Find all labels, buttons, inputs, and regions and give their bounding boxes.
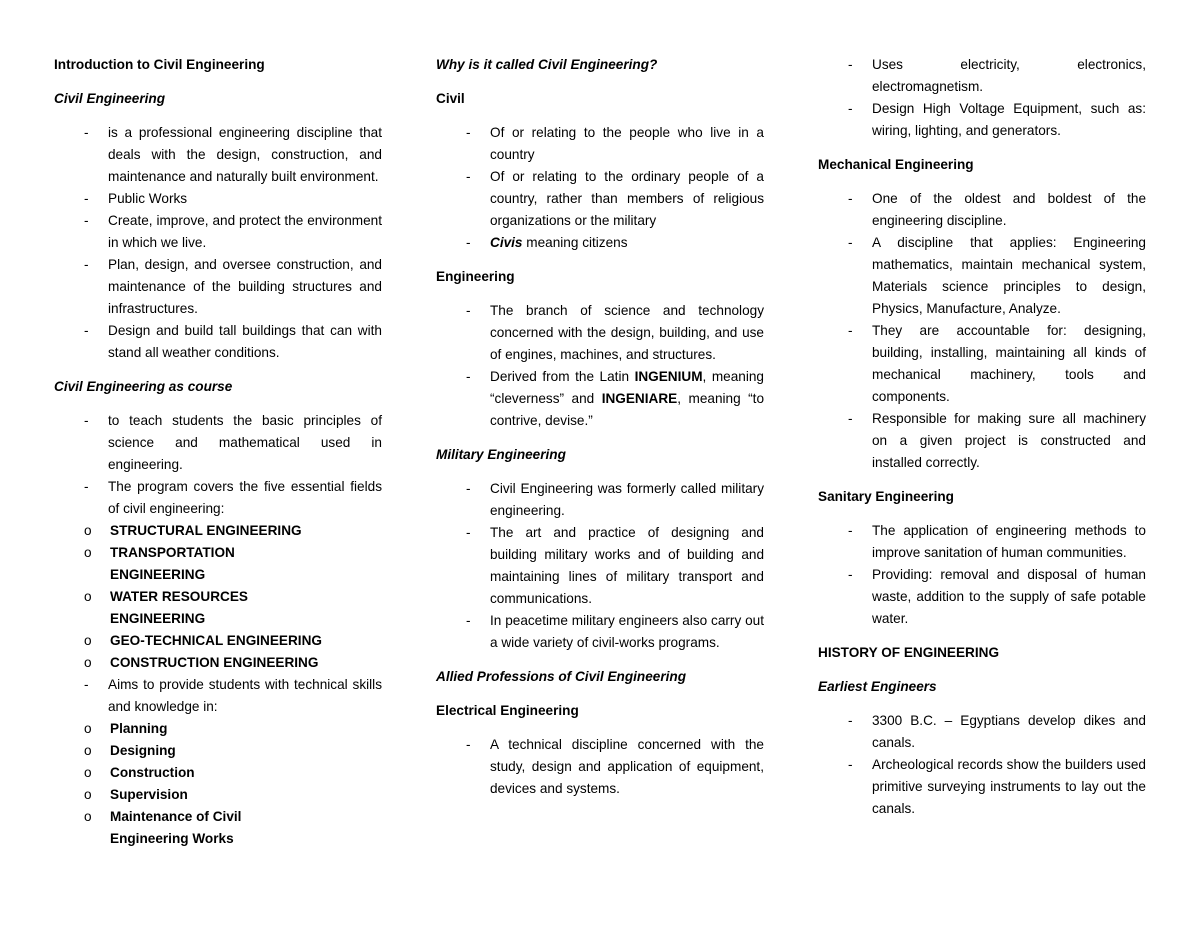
list-item bbox=[436, 366, 764, 432]
section-heading-electrical: Electrical Engineering bbox=[436, 703, 579, 718]
latin-term-ingenium: INGENIUM bbox=[634, 369, 703, 384]
list-item: - Civil Engineering was formerly called military engineering. bbox=[436, 478, 764, 522]
section-heading-why: Why is it called Civil Engineering? bbox=[436, 57, 658, 72]
civis-term: Civis bbox=[490, 235, 523, 250]
civil-list bbox=[436, 122, 764, 254]
column-middle bbox=[436, 54, 764, 812]
sublist-item: o Designing bbox=[54, 740, 382, 762]
section-heading-allied: Allied Professions of Civil Engineering bbox=[436, 669, 687, 684]
military-list bbox=[436, 478, 764, 654]
list-item: - Responsible for making sure all machinery on a given project is constructed and installed correctly. bbox=[818, 408, 1146, 474]
section-heading-engineering: Engineering bbox=[436, 269, 515, 284]
sublist-item: o WATER RESOURCES ENGINEERING bbox=[54, 586, 382, 630]
section-heading-earliest: Earliest Engineers bbox=[818, 679, 937, 694]
course-list bbox=[54, 410, 382, 850]
list-item: - Design and build tall buildings that can with stand all weather conditions. bbox=[54, 320, 382, 364]
list-item: - 3300 B.C. – Egyptians develop dikes and canals. bbox=[818, 710, 1146, 754]
list-item: - Archeological records show the builders used primitive surveying instruments to lay out the canals. bbox=[818, 754, 1146, 820]
column-left bbox=[54, 54, 382, 862]
list-item: - Public Works bbox=[54, 188, 382, 210]
section-heading-history: HISTORY OF ENGINEERING bbox=[818, 645, 1000, 660]
list-item: - The branch of science and technology concerned with the design, building, and use of engines, machines, and structures. bbox=[436, 300, 764, 366]
section-heading-civil: Civil bbox=[436, 91, 465, 106]
list-item bbox=[436, 232, 764, 254]
etymology-text: , meaning “to contrive, devise.” bbox=[490, 391, 765, 428]
list-item: - to teach students the basic principles of science and mathematical used in engineering. bbox=[54, 410, 382, 476]
civil-engineering-list bbox=[54, 122, 382, 364]
latin-term-ingeniare: INGENIARE bbox=[601, 391, 678, 406]
list-item: - Of or relating to the people who live in a country bbox=[436, 122, 764, 166]
list-item: - In peacetime military engineers also carry out a wide variety of civil-works programs. bbox=[436, 610, 764, 654]
list-item: - Of or relating to the ordinary people of a country, rather than members of religious organizations or the military bbox=[436, 166, 764, 232]
list-item: - Uses electricity, electronics, electromagnetism. bbox=[818, 54, 1146, 98]
list-item bbox=[54, 674, 382, 850]
section-heading-sanitary: Sanitary Engineering bbox=[818, 489, 954, 504]
civis-definition: meaning citizens bbox=[522, 235, 628, 250]
mechanical-list bbox=[818, 188, 1146, 474]
sublist-item: o CONSTRUCTION ENGINEERING bbox=[54, 652, 382, 674]
list-item-text: Aims to provide students with technical skills and knowledge in: bbox=[108, 677, 382, 714]
section-heading-military: Military Engineering bbox=[436, 447, 566, 462]
section-heading-civil-engineering: Civil Engineering bbox=[54, 91, 166, 106]
section-heading-course: Civil Engineering as course bbox=[54, 379, 233, 394]
list-item: - is a professional engineering discipline that deals with the design, construction, and maintenance and naturally built environment. bbox=[54, 122, 382, 188]
earliest-list bbox=[818, 710, 1146, 820]
sublist-item: o Planning bbox=[54, 718, 382, 740]
sublist-item: o Supervision bbox=[54, 784, 382, 806]
list-item: - A technical discipline concerned with the study, design and application of equipment, devices and systems. bbox=[436, 734, 764, 800]
section-heading-mechanical: Mechanical Engineering bbox=[818, 157, 974, 172]
sublist-item: o TRANSPORTATION ENGINEERING bbox=[54, 542, 382, 586]
sublist-item: o Maintenance of Civil Engineering Works bbox=[54, 806, 382, 850]
etymology-text: Derived from the Latin bbox=[490, 369, 635, 384]
list-item bbox=[54, 476, 382, 674]
sublist-item: o GEO-TECHNICAL ENGINEERING bbox=[54, 630, 382, 652]
etymology-text: , meaning “cleverness” and bbox=[490, 369, 764, 406]
list-item: - A discipline that applies: Engineering mathematics, maintain mechanical system, Materials science principles to design, Physics, Manufacture, Analyze. bbox=[818, 232, 1146, 320]
list-item: - Design High Voltage Equipment, such as: wiring, lighting, and generators. bbox=[818, 98, 1146, 142]
sublist-item: o Construction bbox=[54, 762, 382, 784]
list-item: - Providing: removal and disposal of human waste, addition to the supply of safe potable water. bbox=[818, 564, 1146, 630]
page-title: Introduction to Civil Engineering bbox=[54, 57, 265, 72]
electrical-list bbox=[436, 734, 764, 800]
list-item: - One of the oldest and boldest of the engineering discipline. bbox=[818, 188, 1146, 232]
sublist-item: o STRUCTURAL ENGINEERING bbox=[54, 520, 382, 542]
list-item: - The application of engineering methods to improve sanitation of human communities. bbox=[818, 520, 1146, 564]
list-item: - The art and practice of designing and building military works and of building and maintaining lines of military transport and communications. bbox=[436, 522, 764, 610]
sanitary-list bbox=[818, 520, 1146, 630]
list-item: - They are accountable for: designing, building, installing, maintaining all kinds of mechanical machinery, tools and components. bbox=[818, 320, 1146, 408]
skills-sublist bbox=[54, 718, 382, 850]
list-item: - Plan, design, and oversee construction, and maintenance of the building structures and infrastructures. bbox=[54, 254, 382, 320]
engineering-list bbox=[436, 300, 764, 432]
fields-sublist bbox=[54, 520, 382, 674]
electrical-list-continued bbox=[818, 54, 1146, 142]
list-item: - Create, improve, and protect the environment in which we live. bbox=[54, 210, 382, 254]
list-item-text: The program covers the five essential fields of civil engineering: bbox=[108, 479, 382, 516]
column-right bbox=[818, 54, 1146, 832]
